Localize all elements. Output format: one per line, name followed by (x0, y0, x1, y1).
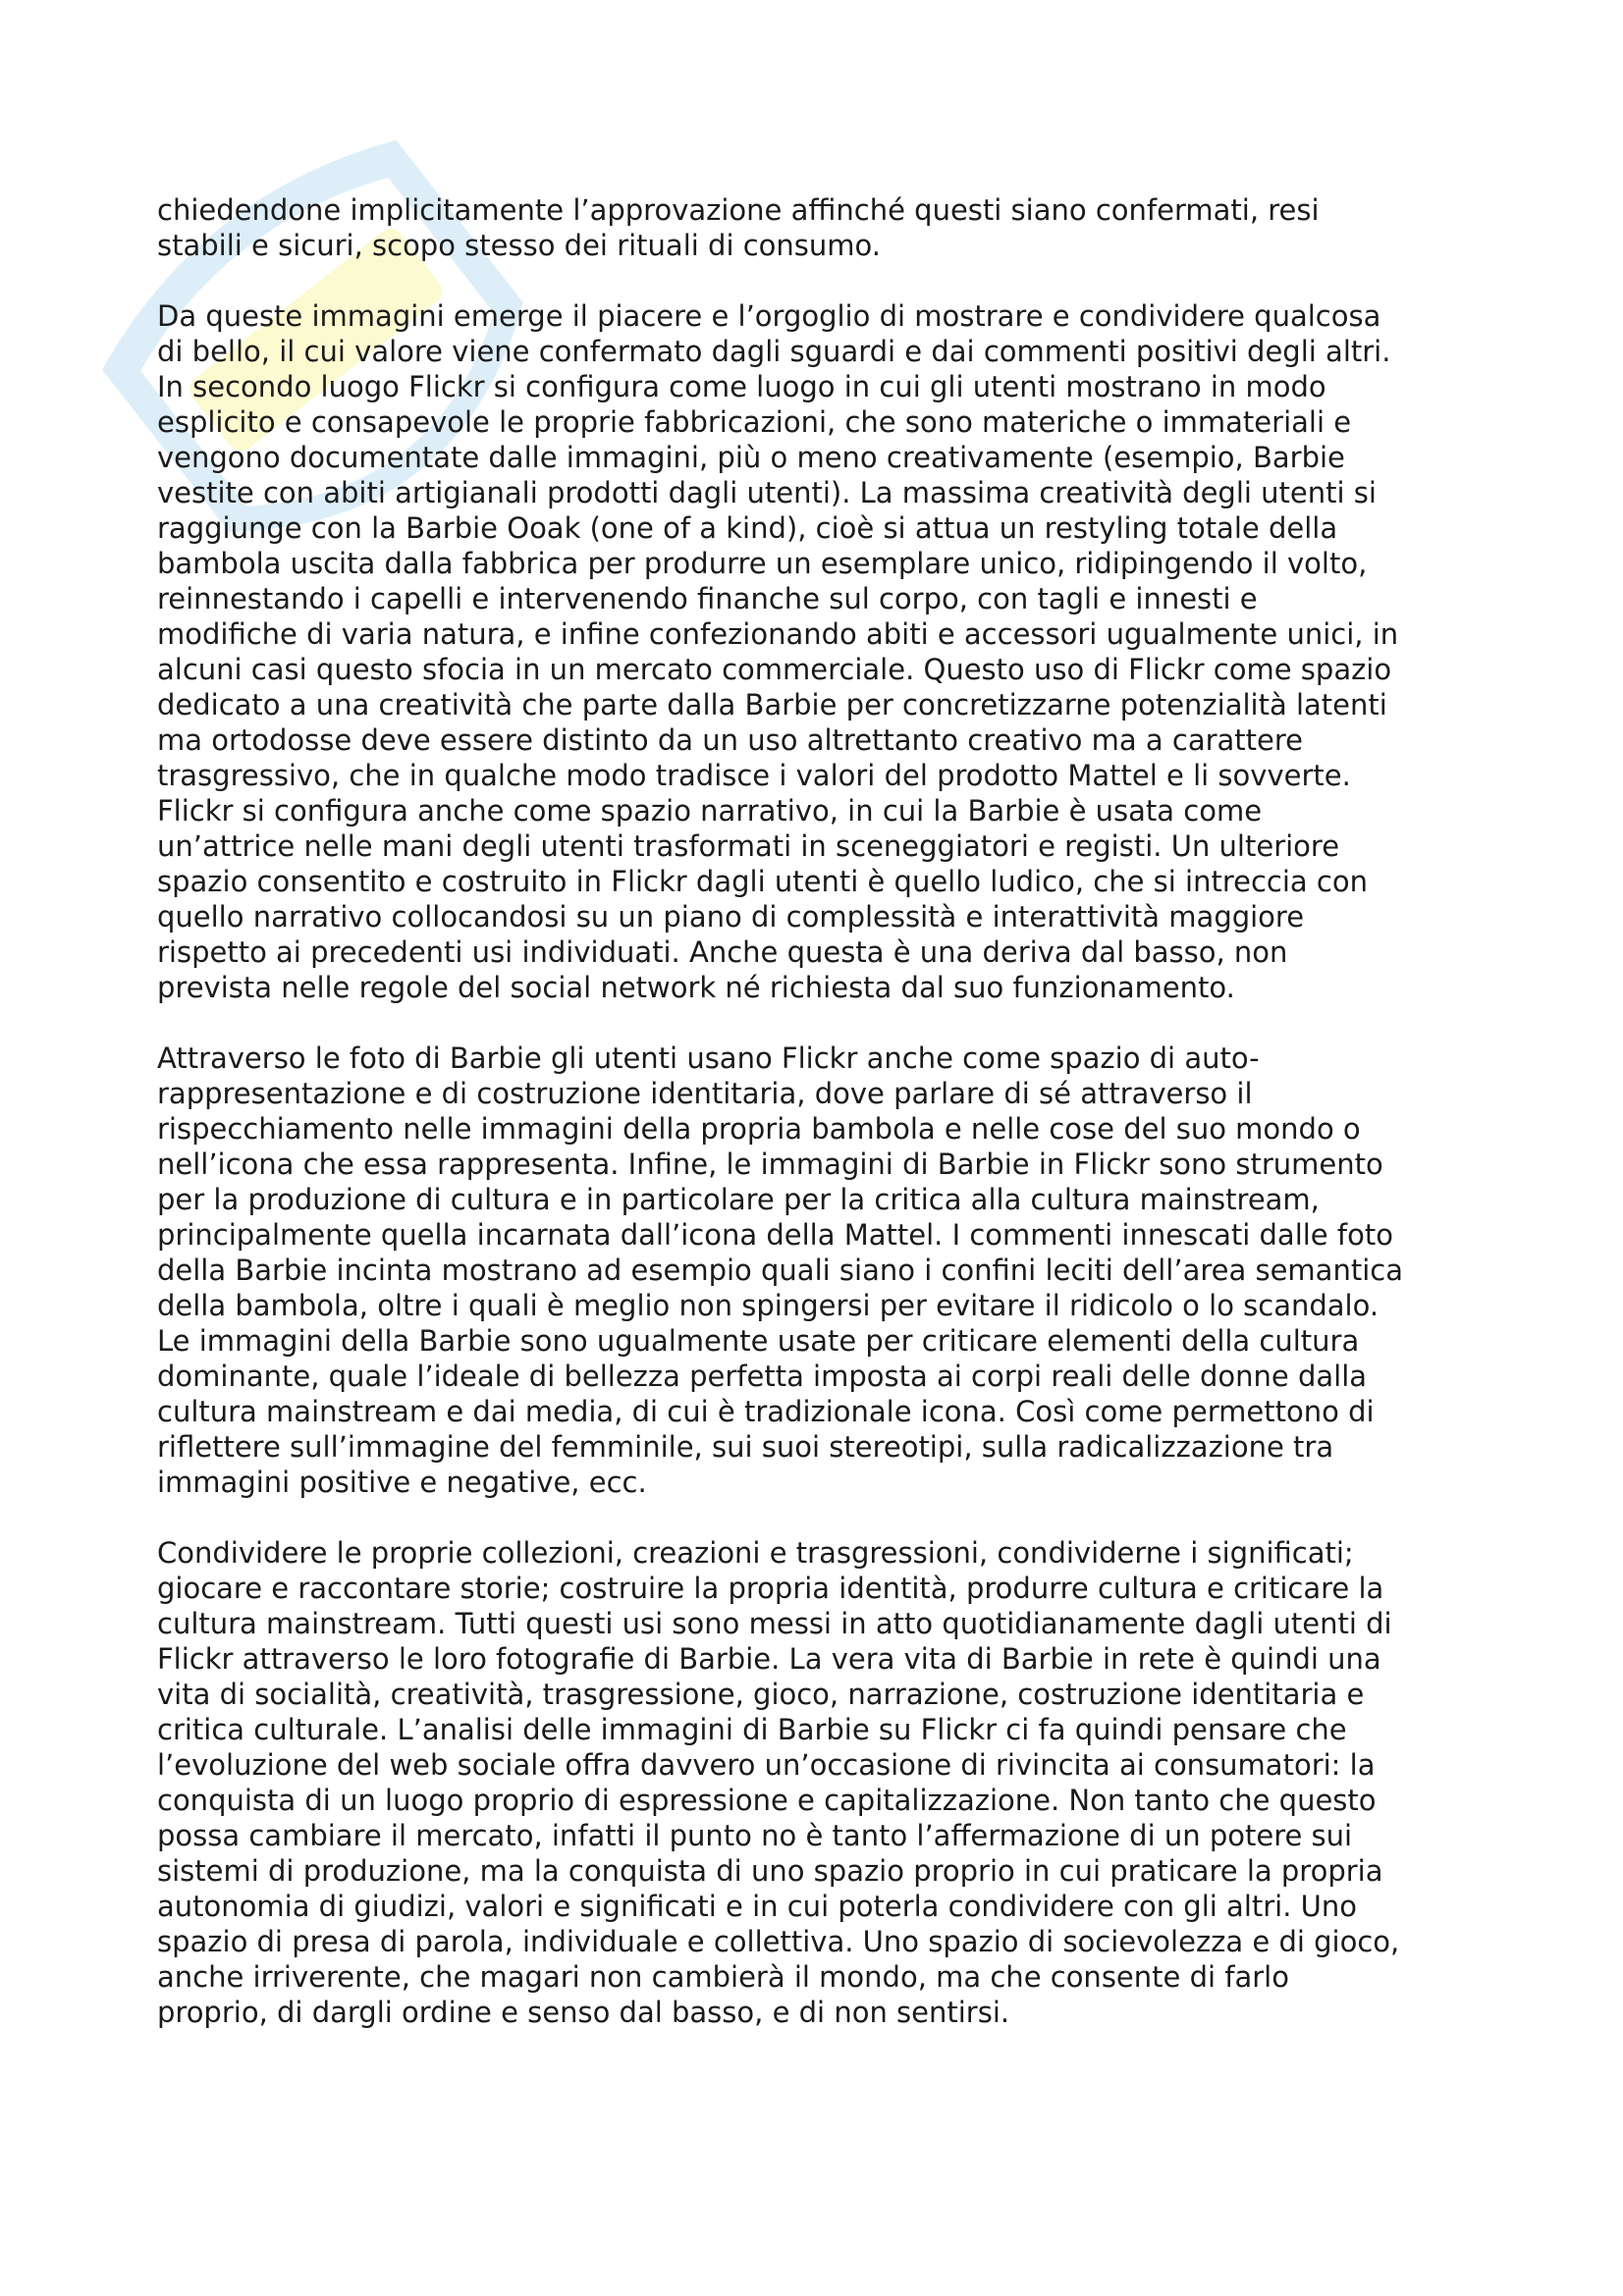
text-line: bambola uscita dalla fabbrica per produrre un esemplare unico, ridipingendo il volto, (157, 547, 1368, 580)
text-line: Le immagini della Barbie sono ugualmente usate per criticare elementi della cultura (157, 1324, 1360, 1358)
text-line: modifiche di varia natura, e infine confezionando abiti e accessori ugualmente unici, in (157, 617, 1399, 651)
text-line: anche irriverente, che magari non cambierà il mondo, ma che consente di farlo (157, 1960, 1289, 1994)
text-line: Flickr attraverso le loro fotografie di Barbie. La vera vita di Barbie in rete è quindi una (157, 1642, 1381, 1676)
text-line: vengono documentate dalle immagini, più o meno creativamente (esempio, Barbie (157, 441, 1345, 474)
text-line: spazio consentito e costruito in Flickr dagli utenti è quello ludico, che si intreccia con (157, 865, 1368, 898)
text-line: dominante, quale l’ideale di bellezza perfetta imposta ai corpi reali delle donne dalla (157, 1360, 1368, 1393)
text-line: nell’icona che essa rappresenta. Infine, le immagini di Barbie in Flickr sono strumento (157, 1148, 1383, 1181)
text-line: proprio, di dargli ordine e senso dal basso, e di non sentirsi. (157, 1996, 1010, 2029)
text-line: cultura mainstream. Tutti questi usi sono messi in atto quotidianamente dagli utenti di (157, 1607, 1392, 1640)
paragraph (157, 192, 1492, 263)
paragraph (157, 298, 1492, 1005)
text-line: alcuni casi questo sfocia in un mercato commerciale. Questo uso di Flickr come spazio (157, 653, 1392, 686)
text-line: conquista di un luogo proprio di espressione e capitalizzazione. Non tanto che questo (157, 1784, 1377, 1817)
text-line: rispecchiamento nelle immagini della propria bambola e nelle cose del suo mondo o (157, 1112, 1361, 1146)
text-line: possa cambiare il mercato, infatti il punto no è tanto l’affermazione di un potere sui (157, 1819, 1353, 1852)
text-line: sistemi di produzione, ma la conquista di uno spazio proprio in cui praticare la propria (157, 1854, 1383, 1888)
text-line: un’attrice nelle mani degli utenti trasformati in sceneggiatori e registi. Un ulteriore (157, 829, 1340, 863)
text-line: quello narrativo collocandosi su un piano di complessità e interattività maggiore (157, 900, 1305, 934)
text-line: cultura mainstream e dai media, di cui è tradizionale icona. Così come permettono di (157, 1395, 1375, 1428)
text-line: dedicato a una creatività che parte dalla Barbie per concretizzarne potenzialità latenti (157, 688, 1387, 721)
paragraph (157, 1041, 1492, 1500)
text-line: Da queste immagini emerge il piacere e l’orgoglio di mostrare e condividere qualcosa (157, 299, 1381, 333)
text-line: ma ortodosse deve essere distinto da un uso altrettanto creativo ma a carattere (157, 723, 1303, 757)
text-line: giocare e raccontare storie; costruire la propria identità, produrre cultura e criticare la (157, 1572, 1384, 1605)
text-line: reinnestando i capelli e intervenendo finanche sul corpo, con tagli e innesti e (157, 582, 1258, 615)
text-line: spazio di presa di parola, individuale e collettiva. Uno spazio di socievolezza e di gioco, (157, 1925, 1400, 1958)
text-line: della bambola, oltre i quali è meglio non spingersi per evitare il ridicolo o lo scandalo. (157, 1289, 1380, 1322)
text-line: per la produzione di cultura e in particolare per la critica alla cultura mainstream, (157, 1183, 1320, 1216)
text-line: prevista nelle regole del social network né richiesta dal suo funzionamento. (157, 971, 1235, 1004)
text-line: autonomia di giudizi, valori e significati e in cui poterla condividere con gli altri. Uno (157, 1890, 1358, 1923)
text-line: chiedendone implicitamente l’approvazione affinché questi siano confermati, resi (157, 193, 1320, 227)
text-line: Attraverso le foto di Barbie gli utenti usano Flickr anche come spazio di auto- (157, 1041, 1260, 1075)
body-text (157, 192, 1492, 2065)
text-line: In secondo luogo Flickr si configura come luogo in cui gli utenti mostrano in modo (157, 370, 1326, 403)
text-line: riflettere sull’immagine del femminile, sui suoi stereotipi, sulla radicalizzazione tra (157, 1430, 1334, 1464)
text-line: vestite con abiti artigianali prodotti dagli utenti). La massima creatività degli utenti si (157, 476, 1377, 509)
text-line: raggiunge con la Barbie Ooak (one of a kind), cioè si attua un restyling totale della (157, 511, 1338, 545)
text-line: di bello, il cui valore viene confermato dagli sguardi e dai commenti positivi degli altri. (157, 335, 1391, 368)
text-line: trasgressivo, che in qualche modo tradisce i valori del prodotto Mattel e li sovverte. (157, 759, 1351, 792)
text-line: l’evoluzione del web sociale offra davvero un’occasione di rivincita ai consumatori: la (157, 1748, 1376, 1782)
text-line: esplicito e consapevole le proprie fabbricazioni, che sono materiche o immateriali e (157, 405, 1352, 439)
text-line: stabili e sicuri, scopo stesso dei rituali di consumo. (157, 229, 881, 262)
text-line: della Barbie incinta mostrano ad esempio quali siano i confini leciti dell’area semantica (157, 1254, 1403, 1287)
text-line: immagini positive e negative, ecc. (157, 1466, 647, 1499)
text-line: vita di socialità, creatività, trasgressione, gioco, narrazione, costruzione identitaria e (157, 1678, 1365, 1711)
text-line: Flickr si configura anche come spazio narrativo, in cui la Barbie è usata come (157, 794, 1263, 828)
text-line: rappresentazione e di costruzione identitaria, dove parlare di sé attraverso il (157, 1077, 1253, 1110)
text-line: critica culturale. L’analisi delle immagini di Barbie su Flickr ci fa quindi pensare che (157, 1713, 1347, 1746)
text-line: principalmente quella incarnata dall’icona della Mattel. I commenti innescati dalle foto (157, 1218, 1393, 1252)
paragraph (157, 1535, 1492, 2030)
text-line: rispetto ai precedenti usi individuati. Anche questa è una deriva dal basso, non (157, 935, 1288, 969)
text-line: Condividere le proprie collezioni, creazioni e trasgressioni, condividerne i significati; (157, 1536, 1354, 1570)
